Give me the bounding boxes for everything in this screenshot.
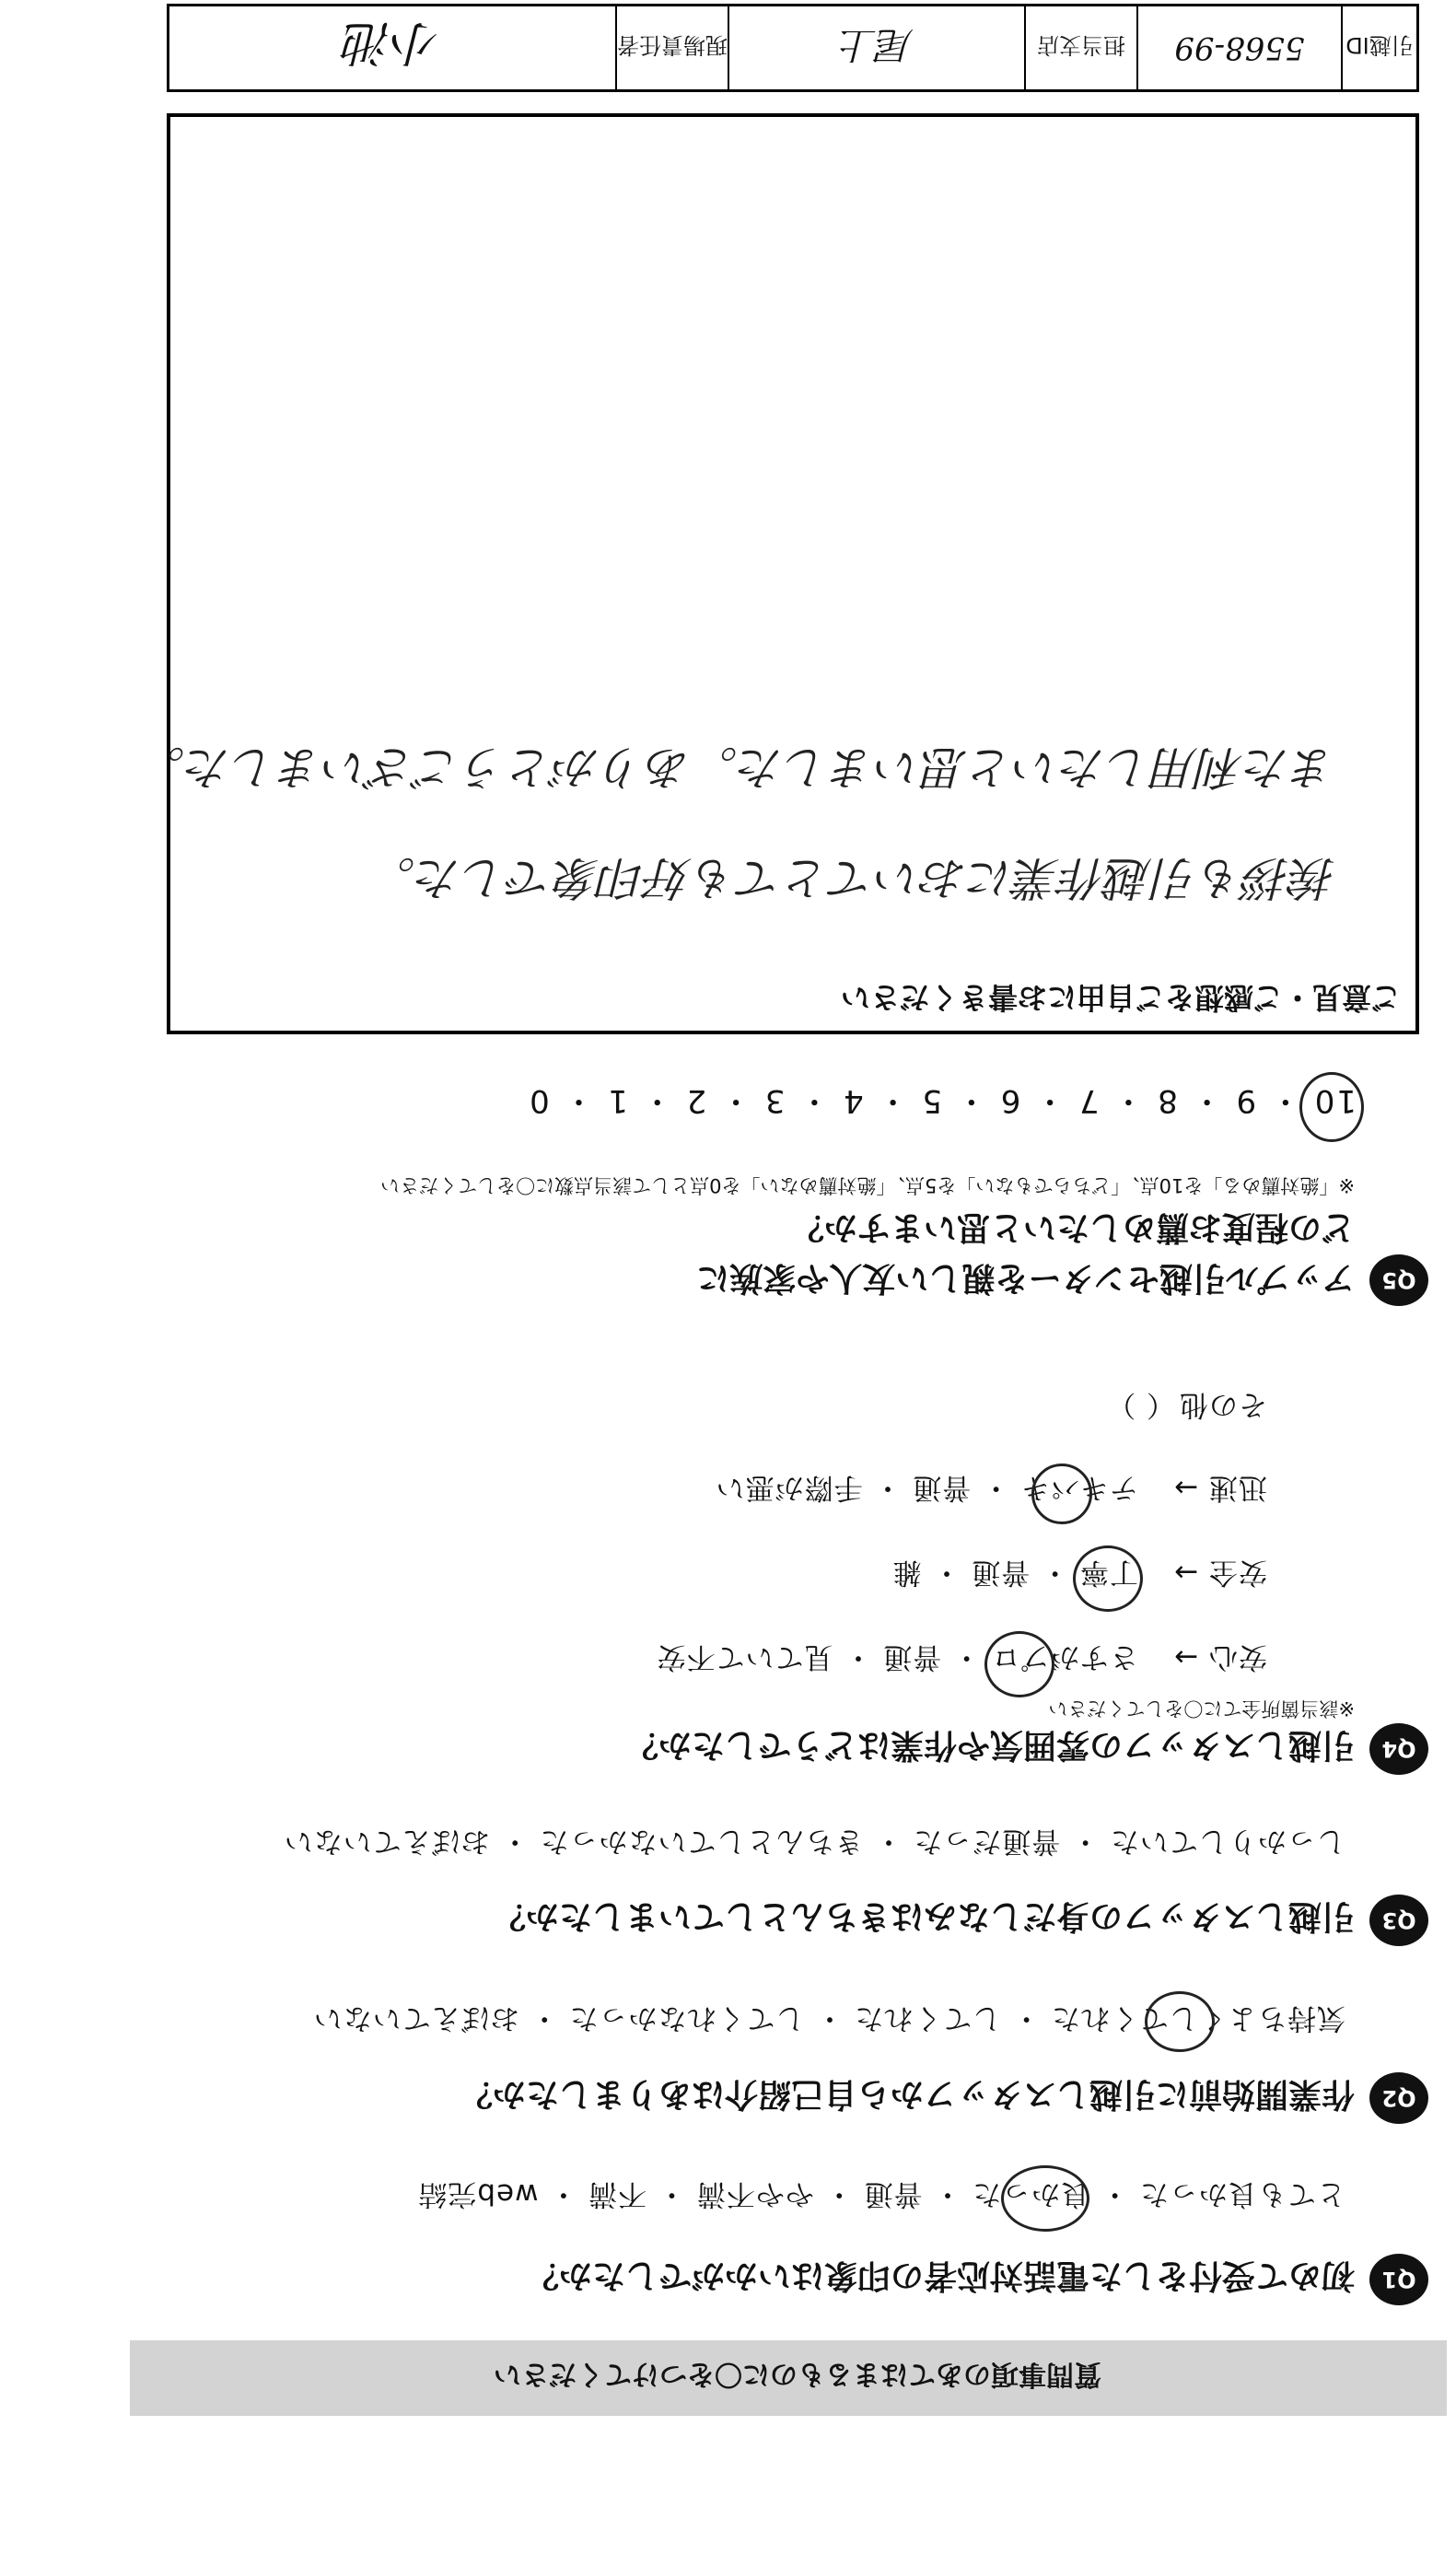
q4-row-anzen: 安全 → — [1173, 1556, 1267, 1589]
leader-label: 現場責任者 — [615, 6, 728, 89]
q5-selection-circle — [1299, 1072, 1364, 1142]
q4-note: ※該当箇所全てに〇をしてください — [1048, 1697, 1355, 1720]
q5-icon: Q5 — [1369, 1254, 1428, 1306]
q5-scale-separator: ・ — [1099, 1082, 1157, 1119]
q5-scale-6: 6 — [998, 1082, 1021, 1119]
q5-scale-0: 0 — [528, 1082, 550, 1119]
comment-label: ご意見・ご感想をご自由にお書きください — [840, 980, 1401, 1015]
q5-scale-5: 5 — [920, 1082, 943, 1119]
q1-selection-circle — [1001, 2165, 1089, 2232]
q5-scale-separator: ・ — [549, 1082, 607, 1119]
q5-scale-separator: ・ — [1020, 1082, 1077, 1119]
q1-title: 初めて受付をした電話対応者の印象はいかがでしたか？ — [525, 2257, 1355, 2294]
q5-scale-separator: ・ — [706, 1082, 763, 1119]
instruction-header: 質問事項のあてはまるものに〇をつけてください — [494, 2358, 1101, 2390]
q5-scale-separator: ・ — [942, 1082, 999, 1119]
q2-options: 気持ちよくしてくれた ・ してくれた ・ してくれなかった ・ おぼえていない — [312, 2001, 1345, 2035]
branch-value: 尾上 — [728, 6, 1024, 89]
q3-options: しっかりしていた ・ 普通だった ・ きちんとしていなかった ・ おぼえていない — [283, 1825, 1345, 1858]
q2-title: 作業開始前に引越しスタッフから自己紹介はありましたか？ — [459, 2075, 1355, 2113]
id-value: 5568-99 — [1136, 6, 1341, 89]
branch-label: 担当支店 — [1024, 6, 1136, 89]
q4-icon: Q4 — [1369, 1723, 1428, 1775]
id-table — [167, 4, 1419, 92]
q5-scale-1: 1 — [606, 1082, 628, 1119]
q5-scale-separator: ・ — [627, 1082, 685, 1119]
q3-icon: Q3 — [1369, 1895, 1428, 1946]
leader-value: 小池 — [344, 15, 441, 71]
q5-note: ※「絶対薦める」を10点、「どちらでもない」を5点、「絶対薦めない」を0点として該当点数に〇をしてください — [380, 1174, 1355, 1196]
q5-scale-separator: ・ — [1177, 1082, 1235, 1119]
q4-title: 引越しスタッフの雰囲気や作業はどうでしたか？ — [624, 1726, 1355, 1764]
q4-anshin-circle — [984, 1631, 1054, 1697]
q5-scale-7: 7 — [1077, 1082, 1100, 1119]
q4-row-jinsoku: 迅速 → — [1173, 1471, 1267, 1504]
q4-jinsoku-circle — [1031, 1464, 1092, 1524]
q1-options: とても良かった ・ 良かった ・ 普通 ・ やや不満 ・ 不満 ・ web完結 — [417, 2177, 1345, 2210]
q4-row-other: その他 — [1179, 1388, 1267, 1421]
q4-row-anshin-options: さすがプロ ・ 普通 ・ 見ていて不安 — [656, 1640, 1138, 1674]
comment-handwriting-line2: また利用したいと思いました。ありがとうございました。 — [139, 741, 1336, 794]
q2-icon: Q2 — [1369, 2072, 1428, 2124]
q5-scale-9: 9 — [1234, 1082, 1257, 1119]
q2-selection-circle — [1145, 1991, 1215, 2052]
q5-title-line1: アップル引越センターを親しい友人や家族に — [696, 1259, 1355, 1297]
q5-scale-4: 4 — [842, 1082, 864, 1119]
q5-scale-separator: ・ — [785, 1082, 843, 1119]
q4-row-other-options: （ ） — [1106, 1388, 1175, 1421]
q5-title-line2: どの程度お薦めしたいと思いますか？ — [790, 1208, 1355, 1246]
q5-scale-2: 2 — [684, 1082, 707, 1119]
q1-icon: Q1 — [1369, 2254, 1428, 2305]
q5-scale-3: 3 — [763, 1082, 786, 1119]
q5-scale — [528, 1081, 1357, 1126]
q3-title: 引越しスタッフの身だしなみはきちんとしていましたか？ — [492, 1897, 1355, 1935]
q4-row-anshin: 安心 → — [1173, 1640, 1267, 1674]
q4-row-anzen-options: 丁寧 ・ 普通 ・ 雑 — [891, 1556, 1138, 1589]
comment-handwriting-line1: 挨拶も引越作業においてとても好印象でした。 — [369, 851, 1336, 904]
q5-scale-8: 8 — [1156, 1082, 1178, 1119]
id-label: 引越ID — [1341, 6, 1416, 89]
q4-anzen-circle — [1073, 1545, 1143, 1612]
q5-scale-10: 10 — [1312, 1082, 1357, 1119]
q4-row-jinsoku-options: テキパキ ・ 普通 ・ 手際が悪い — [715, 1471, 1138, 1504]
q5-scale-separator: ・ — [863, 1082, 921, 1119]
q5-scale-separator: ・ — [1256, 1082, 1313, 1119]
